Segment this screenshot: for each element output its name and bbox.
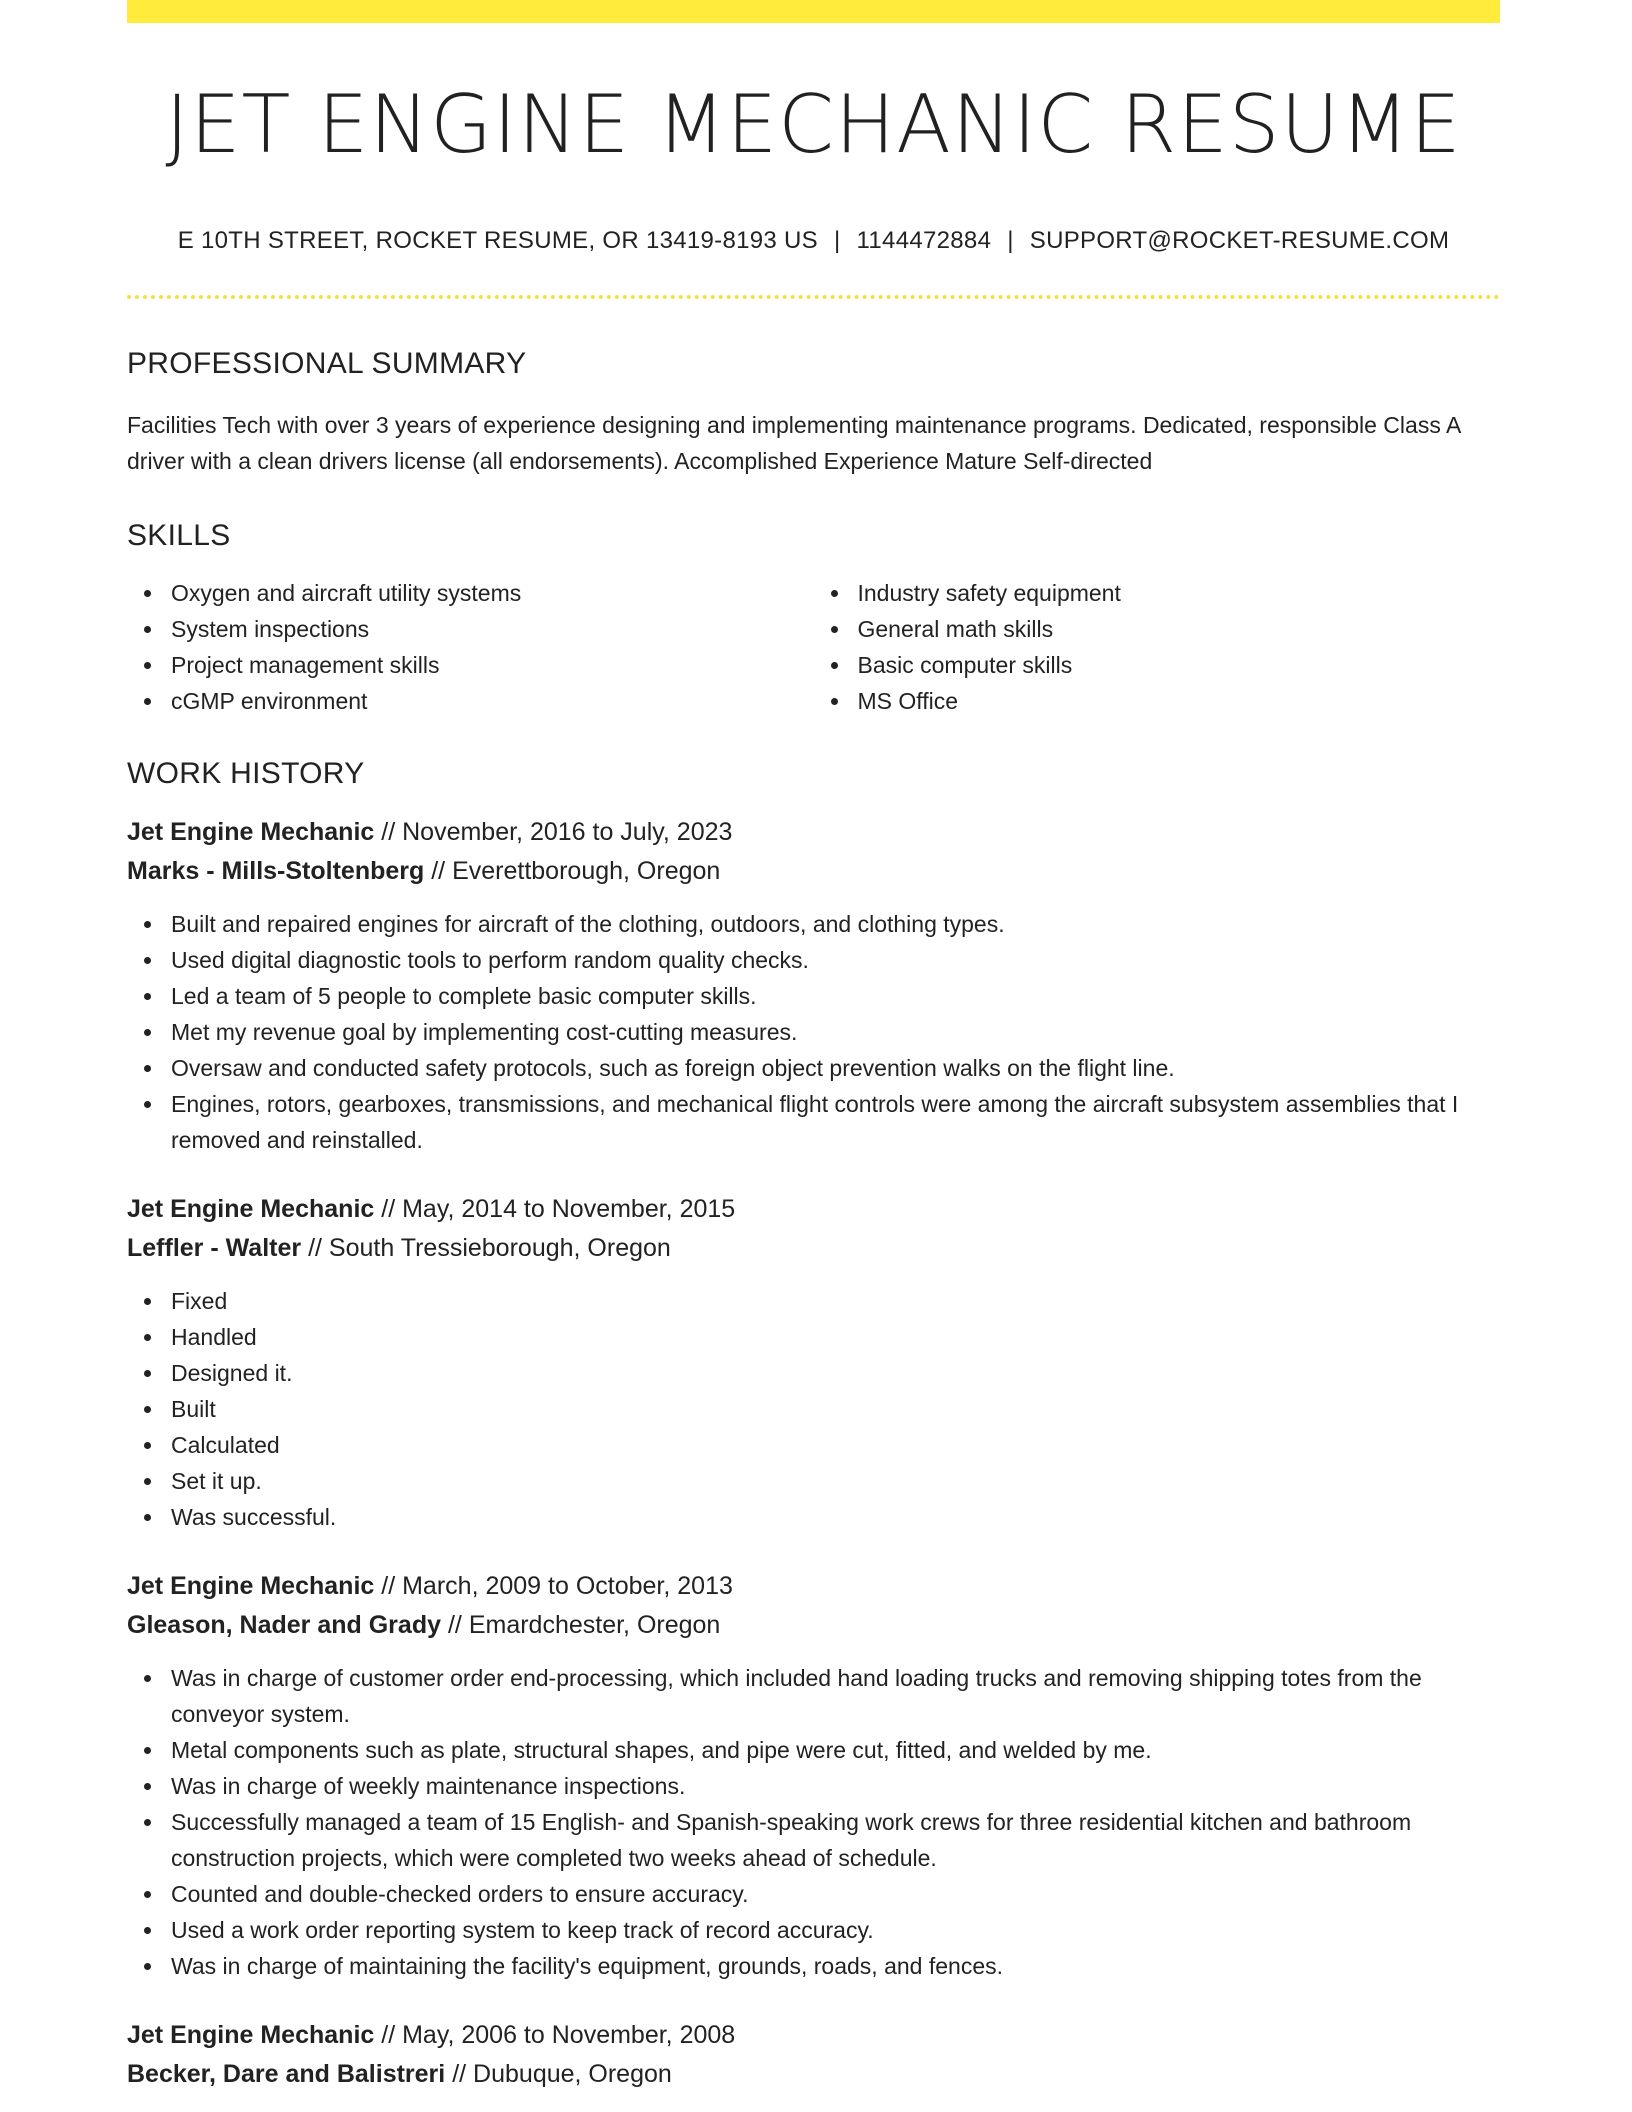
- skill-item: General math skills: [814, 611, 1501, 647]
- job-bullet: Set it up.: [127, 1463, 1500, 1499]
- work-history-list: [127, 813, 1500, 2094]
- job-bullets: [127, 1283, 1500, 1535]
- section-heading-summary: PROFESSIONAL SUMMARY: [127, 347, 527, 380]
- job-title: Jet Engine Mechanic: [127, 818, 375, 846]
- job-separator: //: [452, 2060, 467, 2088]
- job-bullet: Used a work order reporting system to keep track of record accuracy.: [127, 1912, 1500, 1948]
- contact-line: [127, 227, 1500, 255]
- job-bullet: Fixed: [127, 1283, 1500, 1319]
- contact-separator: |: [833, 227, 841, 254]
- skill-item: Project management skills: [127, 647, 814, 683]
- job-bullet: Successfully managed a team of 15 English- and Spanish-speaking work crews for three residential kitchen and bathroom construction projects, which were completed two weeks ahead of schedule.: [127, 1804, 1500, 1876]
- job-bullet: Was in charge of weekly maintenance inspections.: [127, 1768, 1500, 1804]
- job-company: Gleason, Nader and Grady: [127, 1611, 441, 1639]
- section-heading-work-history: WORK HISTORY: [127, 757, 365, 790]
- skill-item: Basic computer skills: [814, 647, 1501, 683]
- job-bullet: Was in charge of maintaining the facility's equipment, grounds, roads, and fences.: [127, 1948, 1500, 1984]
- job-bullet: Used digital diagnostic tools to perform random quality checks.: [127, 942, 1500, 978]
- job-company-line: [127, 1606, 1500, 1645]
- job-bullets: [127, 1660, 1500, 1984]
- job-title-line: [127, 1567, 1500, 1606]
- job-dates: May, 2006 to November, 2008: [402, 2021, 736, 2049]
- job-bullet: Calculated: [127, 1427, 1500, 1463]
- job-separator: //: [431, 857, 446, 885]
- job-bullet: Metal components such as plate, structural shapes, and pipe were cut, fitted, and welded by me.: [127, 1732, 1500, 1768]
- dotted-divider: [127, 295, 1500, 299]
- job-separator: //: [308, 1234, 322, 1262]
- section-heading-skills: SKILLS: [127, 519, 231, 552]
- skills-list: [127, 575, 1500, 719]
- job-dates: November, 2016 to July, 2023: [402, 818, 733, 846]
- job-company: Becker, Dare and Balistreri: [127, 2060, 446, 2088]
- skill-item: MS Office: [814, 683, 1501, 719]
- skills-column-right: [814, 575, 1501, 719]
- job-separator: //: [381, 818, 396, 846]
- job-company-line: [127, 2055, 1500, 2094]
- summary-text: Facilities Tech with over 3 years of experience designing and implementing maintenance programs. Dedicated, responsible Class A driver with a clean drivers license (all endorsements). Accomplished Experience Mature Self-directed: [127, 412, 1461, 474]
- job-title-line: [127, 1190, 1500, 1229]
- resume-page: [127, 0, 1500, 2094]
- job-company: Leffler - Walter: [127, 1234, 302, 1262]
- skill-item: cGMP environment: [127, 683, 814, 719]
- job-entry: [127, 1567, 1500, 1984]
- job-separator: //: [447, 1611, 462, 1639]
- job-company: Marks - Mills-Stoltenberg: [127, 857, 425, 885]
- job-bullet: Handled: [127, 1319, 1500, 1355]
- job-bullet: Oversaw and conducted safety protocols, such as foreign object prevention walks on the flight line.: [127, 1050, 1500, 1086]
- job-title-line: [127, 2016, 1500, 2055]
- job-title: Jet Engine Mechanic: [127, 1572, 375, 1600]
- email: SUPPORT@ROCKET-RESUME.COM: [1029, 227, 1450, 254]
- job-bullet: Built: [127, 1391, 1500, 1427]
- job-bullet: Led a team of 5 people to complete basic computer skills.: [127, 978, 1500, 1014]
- job-title-line: [127, 813, 1500, 852]
- skill-item: Industry safety equipment: [814, 575, 1501, 611]
- job-dates: May, 2014 to November, 2015: [402, 1195, 736, 1223]
- job-entry: [127, 2016, 1500, 2094]
- job-bullet: Counted and double-checked orders to ensure accuracy.: [127, 1876, 1500, 1912]
- job-company-line: [127, 1229, 1500, 1268]
- job-location: South Tressieborough, Oregon: [328, 1234, 671, 1262]
- accent-bar: [127, 0, 1500, 23]
- job-bullets: [127, 906, 1500, 1158]
- job-dates: March, 2009 to October, 2013: [402, 1572, 733, 1600]
- job-bullet: Was successful.: [127, 1499, 1500, 1535]
- skill-item: System inspections: [127, 611, 814, 647]
- job-bullet: Was in charge of customer order end-processing, which included hand loading trucks and removing shipping totes from the conveyor system.: [127, 1660, 1500, 1732]
- job-title: Jet Engine Mechanic: [127, 1195, 375, 1223]
- job-bullet: Engines, rotors, gearboxes, transmissions, and mechanical flight controls were among the aircraft subsystem assemblies that I removed and reinstalled.: [127, 1086, 1500, 1158]
- job-bullet: Met my revenue goal by implementing cost-cutting measures.: [127, 1014, 1500, 1050]
- job-bullet: Designed it.: [127, 1355, 1500, 1391]
- job-location: Everettborough, Oregon: [452, 857, 721, 885]
- job-location: Dubuque, Oregon: [473, 2060, 672, 2088]
- job-separator: //: [381, 2021, 396, 2049]
- job-bullet: Built and repaired engines for aircraft of the clothing, outdoors, and clothing types.: [127, 906, 1500, 942]
- job-separator: //: [381, 1195, 396, 1223]
- job-location: Emardchester, Oregon: [468, 1611, 721, 1639]
- contact-separator: |: [1007, 227, 1014, 254]
- job-title: Jet Engine Mechanic: [127, 2021, 375, 2049]
- resume-title: JET ENGINE MECHANIC RESUME: [165, 78, 1462, 171]
- job-entry: [127, 813, 1500, 1158]
- skill-item: Oxygen and aircraft utility systems: [127, 575, 814, 611]
- job-separator: //: [381, 1572, 396, 1600]
- job-entry: [127, 1190, 1500, 1535]
- skills-column-left: [127, 575, 814, 719]
- address: E 10TH STREET, ROCKET RESUME, OR 13419-8193 US: [177, 227, 818, 254]
- job-company-line: [127, 852, 1500, 891]
- phone: 1144472884: [856, 227, 992, 254]
